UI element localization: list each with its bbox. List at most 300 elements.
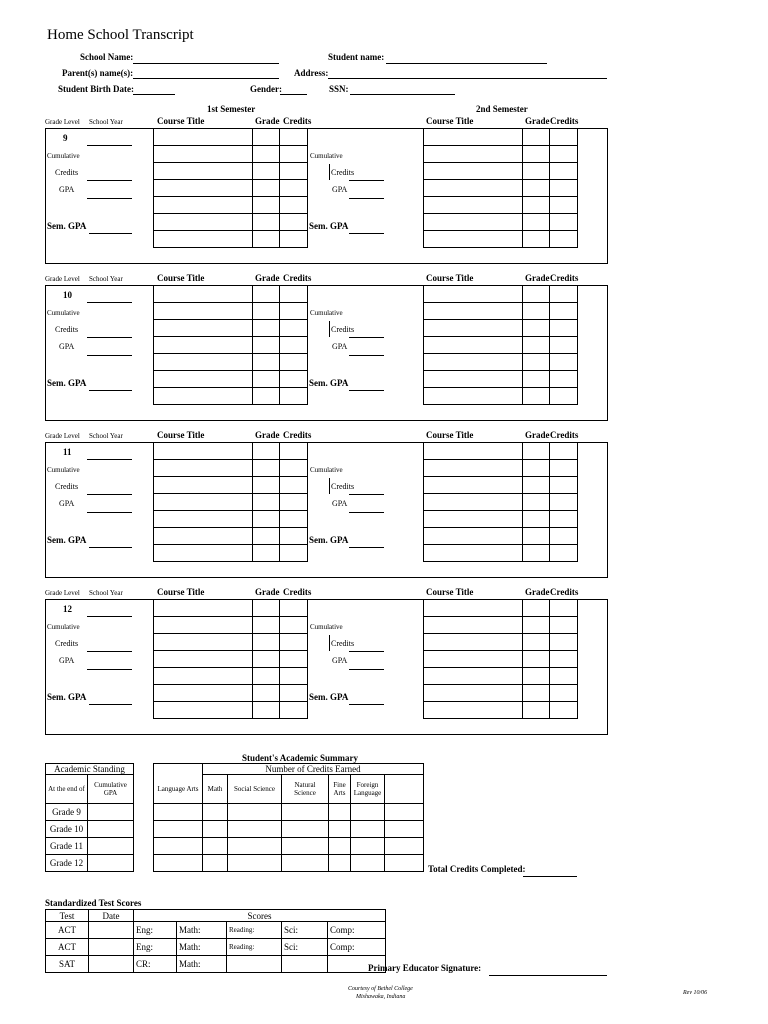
grade-cell[interactable] [253, 320, 280, 337]
cumulative-credits-field[interactable] [87, 180, 132, 181]
school-name-label: School Name: [80, 52, 134, 62]
course-title-cell[interactable] [154, 180, 253, 197]
sem-gpa-field[interactable] [89, 233, 132, 234]
course-title-cell[interactable] [424, 146, 523, 163]
date-header: Date [89, 910, 134, 922]
credits-cell[interactable] [550, 460, 578, 477]
course-title-cell[interactable] [424, 388, 523, 405]
course-title-cell[interactable] [424, 371, 523, 388]
test-scores-table [45, 909, 386, 973]
course-title-cell[interactable] [424, 685, 523, 702]
credits-label: Credits [331, 168, 355, 177]
grade-cell[interactable] [253, 443, 280, 460]
course-title-cell[interactable] [154, 443, 253, 460]
course-title-cell[interactable] [424, 668, 523, 685]
course-title-cell[interactable] [154, 494, 253, 511]
score-cell[interactable]: Math: [177, 956, 227, 973]
cumulative-gpa-header: Cumulative GPA [88, 775, 134, 804]
subject-header: Math [203, 775, 228, 804]
grade-cell[interactable] [523, 477, 550, 494]
sem-gpa-label: Sem. GPA [47, 378, 87, 388]
parents-label: Parent(s) name(s): [62, 68, 134, 78]
course-title-cell[interactable] [154, 388, 253, 405]
credits-cell[interactable] [550, 388, 578, 405]
credits-cell[interactable] [550, 197, 578, 214]
score-cell[interactable]: Comp: [328, 939, 386, 956]
grade-number: 12 [63, 604, 72, 614]
gpa-label: GPA [59, 499, 75, 508]
school-year-header: School Year [89, 432, 123, 440]
signature-label: Primary Educator Signature: [368, 963, 482, 973]
grade-cell[interactable] [523, 129, 550, 146]
subject-header: Natural Science [282, 775, 329, 804]
course-title-cell[interactable] [424, 545, 523, 562]
signature-field[interactable] [489, 975, 607, 976]
test-name: SAT [46, 956, 89, 973]
credits-label: Credits [331, 482, 355, 491]
school-year-header: School Year [89, 118, 123, 126]
semester-1-course-table [153, 442, 308, 562]
grade-cell[interactable] [253, 388, 280, 405]
grade-header: Grade [255, 273, 280, 283]
course-title-cell[interactable] [154, 651, 253, 668]
grade-header: Grade [525, 273, 550, 283]
credits-cell[interactable] [550, 214, 578, 231]
cumulative-label: Cumulative [310, 309, 343, 317]
credits-cell[interactable] [550, 528, 578, 545]
course-title-cell[interactable] [154, 460, 253, 477]
summary-row-label: Grade 12 [46, 855, 88, 872]
gpa-cell[interactable] [88, 821, 134, 838]
course-title-cell[interactable] [424, 320, 523, 337]
credits-cell[interactable] [550, 146, 578, 163]
credits-cell[interactable] [280, 214, 308, 231]
credits-cell[interactable] [550, 477, 578, 494]
course-title-cell[interactable] [154, 231, 253, 248]
total-credits-field[interactable] [523, 876, 577, 877]
course-title-cell[interactable] [424, 477, 523, 494]
grade-cell[interactable] [523, 617, 550, 634]
course-title-cell[interactable] [154, 337, 253, 354]
credits-cell[interactable] [550, 702, 578, 719]
grade-cell[interactable] [523, 146, 550, 163]
course-title-cell[interactable] [424, 443, 523, 460]
sem-gpa-field[interactable] [89, 704, 132, 705]
semester-2-heading: 2nd Semester [476, 104, 528, 114]
sem-gpa-field[interactable] [349, 390, 384, 391]
grade-cell[interactable] [253, 600, 280, 617]
grade-cell[interactable] [253, 545, 280, 562]
course-title-cell[interactable] [424, 197, 523, 214]
cumulative-gpa-field[interactable] [87, 512, 132, 513]
grade-cell[interactable] [523, 214, 550, 231]
course-title-cell[interactable] [424, 231, 523, 248]
grade-cell[interactable] [523, 231, 550, 248]
course-title-cell[interactable] [154, 634, 253, 651]
sem-gpa-field[interactable] [349, 233, 384, 234]
course-title-cell[interactable] [424, 303, 523, 320]
ssn-label: SSN: [329, 84, 349, 94]
course-title-cell[interactable] [154, 617, 253, 634]
grade-cell[interactable] [523, 286, 550, 303]
grade-level-header: Grade Level [45, 118, 80, 126]
course-title-cell[interactable] [154, 371, 253, 388]
grade-cell[interactable] [523, 337, 550, 354]
course-title-cell[interactable] [424, 460, 523, 477]
ssn-field[interactable] [350, 94, 455, 95]
grade-cell[interactable] [253, 337, 280, 354]
sem-gpa-field[interactable] [89, 547, 132, 548]
cumulative-label: Cumulative [47, 309, 80, 317]
credits-label: Credits [55, 639, 79, 648]
score-cell[interactable]: Sci: [282, 922, 328, 939]
grade-cell[interactable] [253, 702, 280, 719]
grade-cell[interactable] [253, 651, 280, 668]
score-cell[interactable] [282, 956, 328, 973]
sem-gpa-field[interactable] [349, 547, 384, 548]
grade-cell[interactable] [253, 303, 280, 320]
date-cell[interactable] [89, 939, 134, 956]
grade-cell[interactable] [253, 371, 280, 388]
credits-cell[interactable] [550, 337, 578, 354]
grade-cell[interactable] [253, 286, 280, 303]
course-title-cell[interactable] [154, 214, 253, 231]
credits-cell[interactable] [280, 337, 308, 354]
grade-header: Grade [255, 430, 280, 440]
credits-header: Credits [550, 587, 579, 597]
sem-gpa-label: Sem. GPA [47, 692, 87, 702]
semester-2-course-table [423, 442, 578, 562]
score-cell[interactable] [227, 956, 282, 973]
course-title-cell[interactable] [154, 129, 253, 146]
grade-cell[interactable] [523, 651, 550, 668]
credits-header: Credits [550, 273, 579, 283]
grade-header: Grade [255, 587, 280, 597]
credits-cell[interactable] [550, 685, 578, 702]
grade-cell[interactable] [523, 460, 550, 477]
score-cell[interactable]: Reading: [227, 939, 282, 956]
gender-field[interactable] [280, 94, 307, 95]
course-title-cell[interactable] [154, 354, 253, 371]
course-title-cell[interactable] [154, 197, 253, 214]
credits-cell[interactable] [280, 371, 308, 388]
course-title-cell[interactable] [424, 163, 523, 180]
sem-gpa-label: Sem. GPA [309, 692, 349, 702]
gpa-cell[interactable] [88, 838, 134, 855]
address-label: Address: [294, 68, 329, 78]
grade-cell[interactable] [253, 129, 280, 146]
sem-gpa-field[interactable] [89, 390, 132, 391]
course-title-cell[interactable] [424, 600, 523, 617]
credits-cell[interactable] [550, 600, 578, 617]
credits-cell[interactable] [550, 231, 578, 248]
grade-cell[interactable] [253, 634, 280, 651]
cumulative-gpa-field[interactable] [87, 669, 132, 670]
cumulative-credits-field[interactable] [87, 337, 132, 338]
credits-cell[interactable] [550, 286, 578, 303]
sem-gpa-label: Sem. GPA [309, 378, 349, 388]
grade-level-header: Grade Level [45, 589, 80, 597]
course-title-cell[interactable] [154, 146, 253, 163]
semester-2-course-table [423, 599, 578, 719]
grade-cell[interactable] [523, 197, 550, 214]
cumulative-label: Cumulative [47, 466, 80, 474]
subject-header: Language Arts [154, 775, 203, 804]
credits-cell[interactable] [280, 651, 308, 668]
course-title-cell[interactable] [424, 337, 523, 354]
date-cell[interactable] [89, 922, 134, 939]
credits-cell[interactable] [280, 477, 308, 494]
credits-earned-header: Number of Credits Earned [203, 764, 424, 775]
cumulative-credits-field[interactable] [349, 651, 384, 652]
score-cell[interactable]: Math: [177, 922, 227, 939]
credits-cell[interactable] [550, 545, 578, 562]
course-title-cell[interactable] [424, 528, 523, 545]
grade-cell[interactable] [253, 494, 280, 511]
school-year-field[interactable] [87, 145, 132, 146]
course-title-cell[interactable] [424, 129, 523, 146]
course-title-cell[interactable] [154, 286, 253, 303]
parents-field[interactable] [133, 78, 279, 79]
score-cell[interactable]: Sci: [282, 939, 328, 956]
course-title-cell[interactable] [154, 303, 253, 320]
credits-cell[interactable] [280, 303, 308, 320]
cumulative-label: Cumulative [47, 623, 80, 631]
score-cell[interactable]: Eng: [134, 922, 177, 939]
address-field[interactable] [328, 78, 607, 79]
credits-label: Credits [55, 325, 79, 334]
credits-cell[interactable] [280, 146, 308, 163]
credits-cell[interactable] [280, 388, 308, 405]
cumulative-credits-field[interactable] [349, 337, 384, 338]
divider [329, 321, 330, 337]
cumulative-gpa-field[interactable] [349, 669, 384, 670]
cumulative-credits-field[interactable] [349, 180, 384, 181]
school-year-field[interactable] [87, 302, 132, 303]
credits-cell[interactable] [280, 231, 308, 248]
credits-cell[interactable] [280, 320, 308, 337]
credits-cell[interactable] [280, 668, 308, 685]
credits-cell[interactable] [550, 180, 578, 197]
grade-cell[interactable] [253, 231, 280, 248]
credits-cell[interactable] [550, 443, 578, 460]
cumulative-credits-field[interactable] [87, 651, 132, 652]
course-title-cell[interactable] [154, 477, 253, 494]
footer-rev: Rev 10/06 [683, 990, 708, 996]
grade-cell[interactable] [523, 163, 550, 180]
course-title-cell[interactable] [154, 163, 253, 180]
score-cell[interactable]: Reading: [227, 922, 282, 939]
blank-cell [154, 764, 203, 775]
school-year-field[interactable] [87, 616, 132, 617]
credits-cell[interactable] [550, 303, 578, 320]
grade-cell[interactable] [523, 528, 550, 545]
course-title-cell[interactable] [154, 668, 253, 685]
credits-header: Credits [283, 587, 312, 597]
course-title-cell[interactable] [154, 685, 253, 702]
grade-cell[interactable] [523, 388, 550, 405]
grade-cell[interactable] [523, 668, 550, 685]
course-title-cell[interactable] [154, 545, 253, 562]
grade-cell[interactable] [523, 320, 550, 337]
gpa-cell[interactable] [88, 855, 134, 872]
score-cell[interactable]: Math: [177, 939, 227, 956]
course-title-cell[interactable] [424, 494, 523, 511]
grade-cell[interactable] [523, 685, 550, 702]
grade-cell[interactable] [253, 685, 280, 702]
credits-label: Credits [331, 325, 355, 334]
credits-cell[interactable] [280, 354, 308, 371]
at-end-of-header: At the end of [46, 775, 88, 804]
grade-number: 11 [63, 447, 72, 457]
credits-cell[interactable] [280, 443, 308, 460]
credits-cell[interactable] [280, 163, 308, 180]
score-cell[interactable]: Eng: [134, 939, 177, 956]
cumulative-gpa-field[interactable] [349, 512, 384, 513]
subject-header: Social Science [228, 775, 282, 804]
school-year-field[interactable] [87, 459, 132, 460]
score-cell[interactable]: CR: [134, 956, 177, 973]
birth-date-field[interactable] [133, 94, 175, 95]
scores-header: Scores [134, 910, 386, 922]
grade-cell[interactable] [523, 494, 550, 511]
credits-cell[interactable] [280, 545, 308, 562]
sem-gpa-field[interactable] [349, 704, 384, 705]
grade-cell[interactable] [253, 477, 280, 494]
cumulative-gpa-field[interactable] [87, 355, 132, 356]
credits-cell[interactable] [280, 702, 308, 719]
sem-gpa-label: Sem. GPA [309, 221, 349, 231]
course-title-cell[interactable] [424, 286, 523, 303]
course-title-cell[interactable] [424, 651, 523, 668]
credits-label: Credits [55, 168, 79, 177]
course-title-cell[interactable] [154, 528, 253, 545]
credits-cell[interactable] [280, 528, 308, 545]
course-title-cell[interactable] [424, 511, 523, 528]
grade-cell[interactable] [253, 528, 280, 545]
cumulative-gpa-field[interactable] [349, 355, 384, 356]
course-title-header: Course Title [426, 116, 474, 126]
grade-cell[interactable] [523, 600, 550, 617]
credits-cell[interactable] [550, 668, 578, 685]
cumulative-label: Cumulative [310, 466, 343, 474]
credits-cell[interactable] [550, 163, 578, 180]
credits-cell[interactable] [280, 129, 308, 146]
credits-cell[interactable] [280, 197, 308, 214]
credits-cell[interactable] [550, 617, 578, 634]
grade-cell[interactable] [253, 354, 280, 371]
credits-header: Credits [550, 116, 579, 126]
credits-cell[interactable] [280, 634, 308, 651]
cumulative-gpa-field[interactable] [349, 198, 384, 199]
course-title-cell[interactable] [424, 702, 523, 719]
credits-cell[interactable] [280, 286, 308, 303]
grade-cell[interactable] [523, 443, 550, 460]
grade-header: Grade [525, 587, 550, 597]
test-name: ACT [46, 922, 89, 939]
credits-cell[interactable] [550, 371, 578, 388]
credits-cell[interactable] [280, 617, 308, 634]
credits-cell[interactable] [280, 180, 308, 197]
summary-row-label: Grade 9 [46, 804, 88, 821]
course-title-cell[interactable] [154, 320, 253, 337]
score-cell[interactable]: Comp: [328, 922, 386, 939]
grade-cell[interactable] [523, 354, 550, 371]
credits-earned-table [153, 763, 424, 872]
course-title-cell[interactable] [424, 634, 523, 651]
course-title-cell[interactable] [424, 617, 523, 634]
grade-cell[interactable] [253, 511, 280, 528]
grade-cell[interactable] [523, 702, 550, 719]
divider [329, 164, 330, 180]
credits-cell[interactable] [280, 494, 308, 511]
student-name-field[interactable] [386, 63, 547, 64]
course-title-header: Course Title [157, 116, 205, 126]
school-name-field[interactable] [133, 63, 279, 64]
course-title-cell[interactable] [424, 180, 523, 197]
credits-cell[interactable] [550, 511, 578, 528]
grade-cell[interactable] [523, 511, 550, 528]
school-year-header: School Year [89, 589, 123, 597]
course-title-cell[interactable] [154, 600, 253, 617]
academic-standing-header: Academic Standing [46, 764, 134, 775]
grade-cell[interactable] [523, 371, 550, 388]
gpa-cell[interactable] [88, 804, 134, 821]
grade-cell[interactable] [523, 180, 550, 197]
grade-cell[interactable] [253, 197, 280, 214]
grade-cell[interactable] [253, 214, 280, 231]
course-title-cell[interactable] [154, 511, 253, 528]
sem-gpa-label: Sem. GPA [47, 535, 87, 545]
date-cell[interactable] [89, 956, 134, 973]
gpa-label: GPA [332, 656, 348, 665]
credits-cell[interactable] [550, 634, 578, 651]
semester-1-course-table [153, 128, 308, 248]
grade-cell[interactable] [253, 617, 280, 634]
grade-header: Grade [255, 116, 280, 126]
footer-location: Mishawaka, Indiana [356, 994, 406, 1000]
credits-cell[interactable] [280, 511, 308, 528]
credits-cell[interactable] [280, 600, 308, 617]
cumulative-gpa-field[interactable] [87, 198, 132, 199]
grade-cell[interactable] [523, 303, 550, 320]
sem-gpa-label: Sem. GPA [309, 535, 349, 545]
grade-cell[interactable] [523, 545, 550, 562]
grade-cell[interactable] [253, 668, 280, 685]
gpa-label: GPA [59, 656, 75, 665]
course-title-header: Course Title [157, 273, 205, 283]
course-title-cell[interactable] [154, 702, 253, 719]
grade-cell[interactable] [523, 634, 550, 651]
grade-cell[interactable] [253, 460, 280, 477]
course-title-cell[interactable] [424, 214, 523, 231]
credits-cell[interactable] [550, 320, 578, 337]
credits-cell[interactable] [550, 354, 578, 371]
grade-cell[interactable] [253, 180, 280, 197]
credits-cell[interactable] [550, 651, 578, 668]
credits-cell[interactable] [280, 685, 308, 702]
cumulative-credits-field[interactable] [87, 494, 132, 495]
credits-cell[interactable] [550, 494, 578, 511]
summary-row-label: Grade 11 [46, 838, 88, 855]
cumulative-credits-field[interactable] [349, 494, 384, 495]
credits-header: Credits [550, 430, 579, 440]
credits-cell[interactable] [280, 460, 308, 477]
grade-cell[interactable] [253, 163, 280, 180]
course-title-cell[interactable] [424, 354, 523, 371]
grade-cell[interactable] [253, 146, 280, 163]
credits-cell[interactable] [550, 129, 578, 146]
